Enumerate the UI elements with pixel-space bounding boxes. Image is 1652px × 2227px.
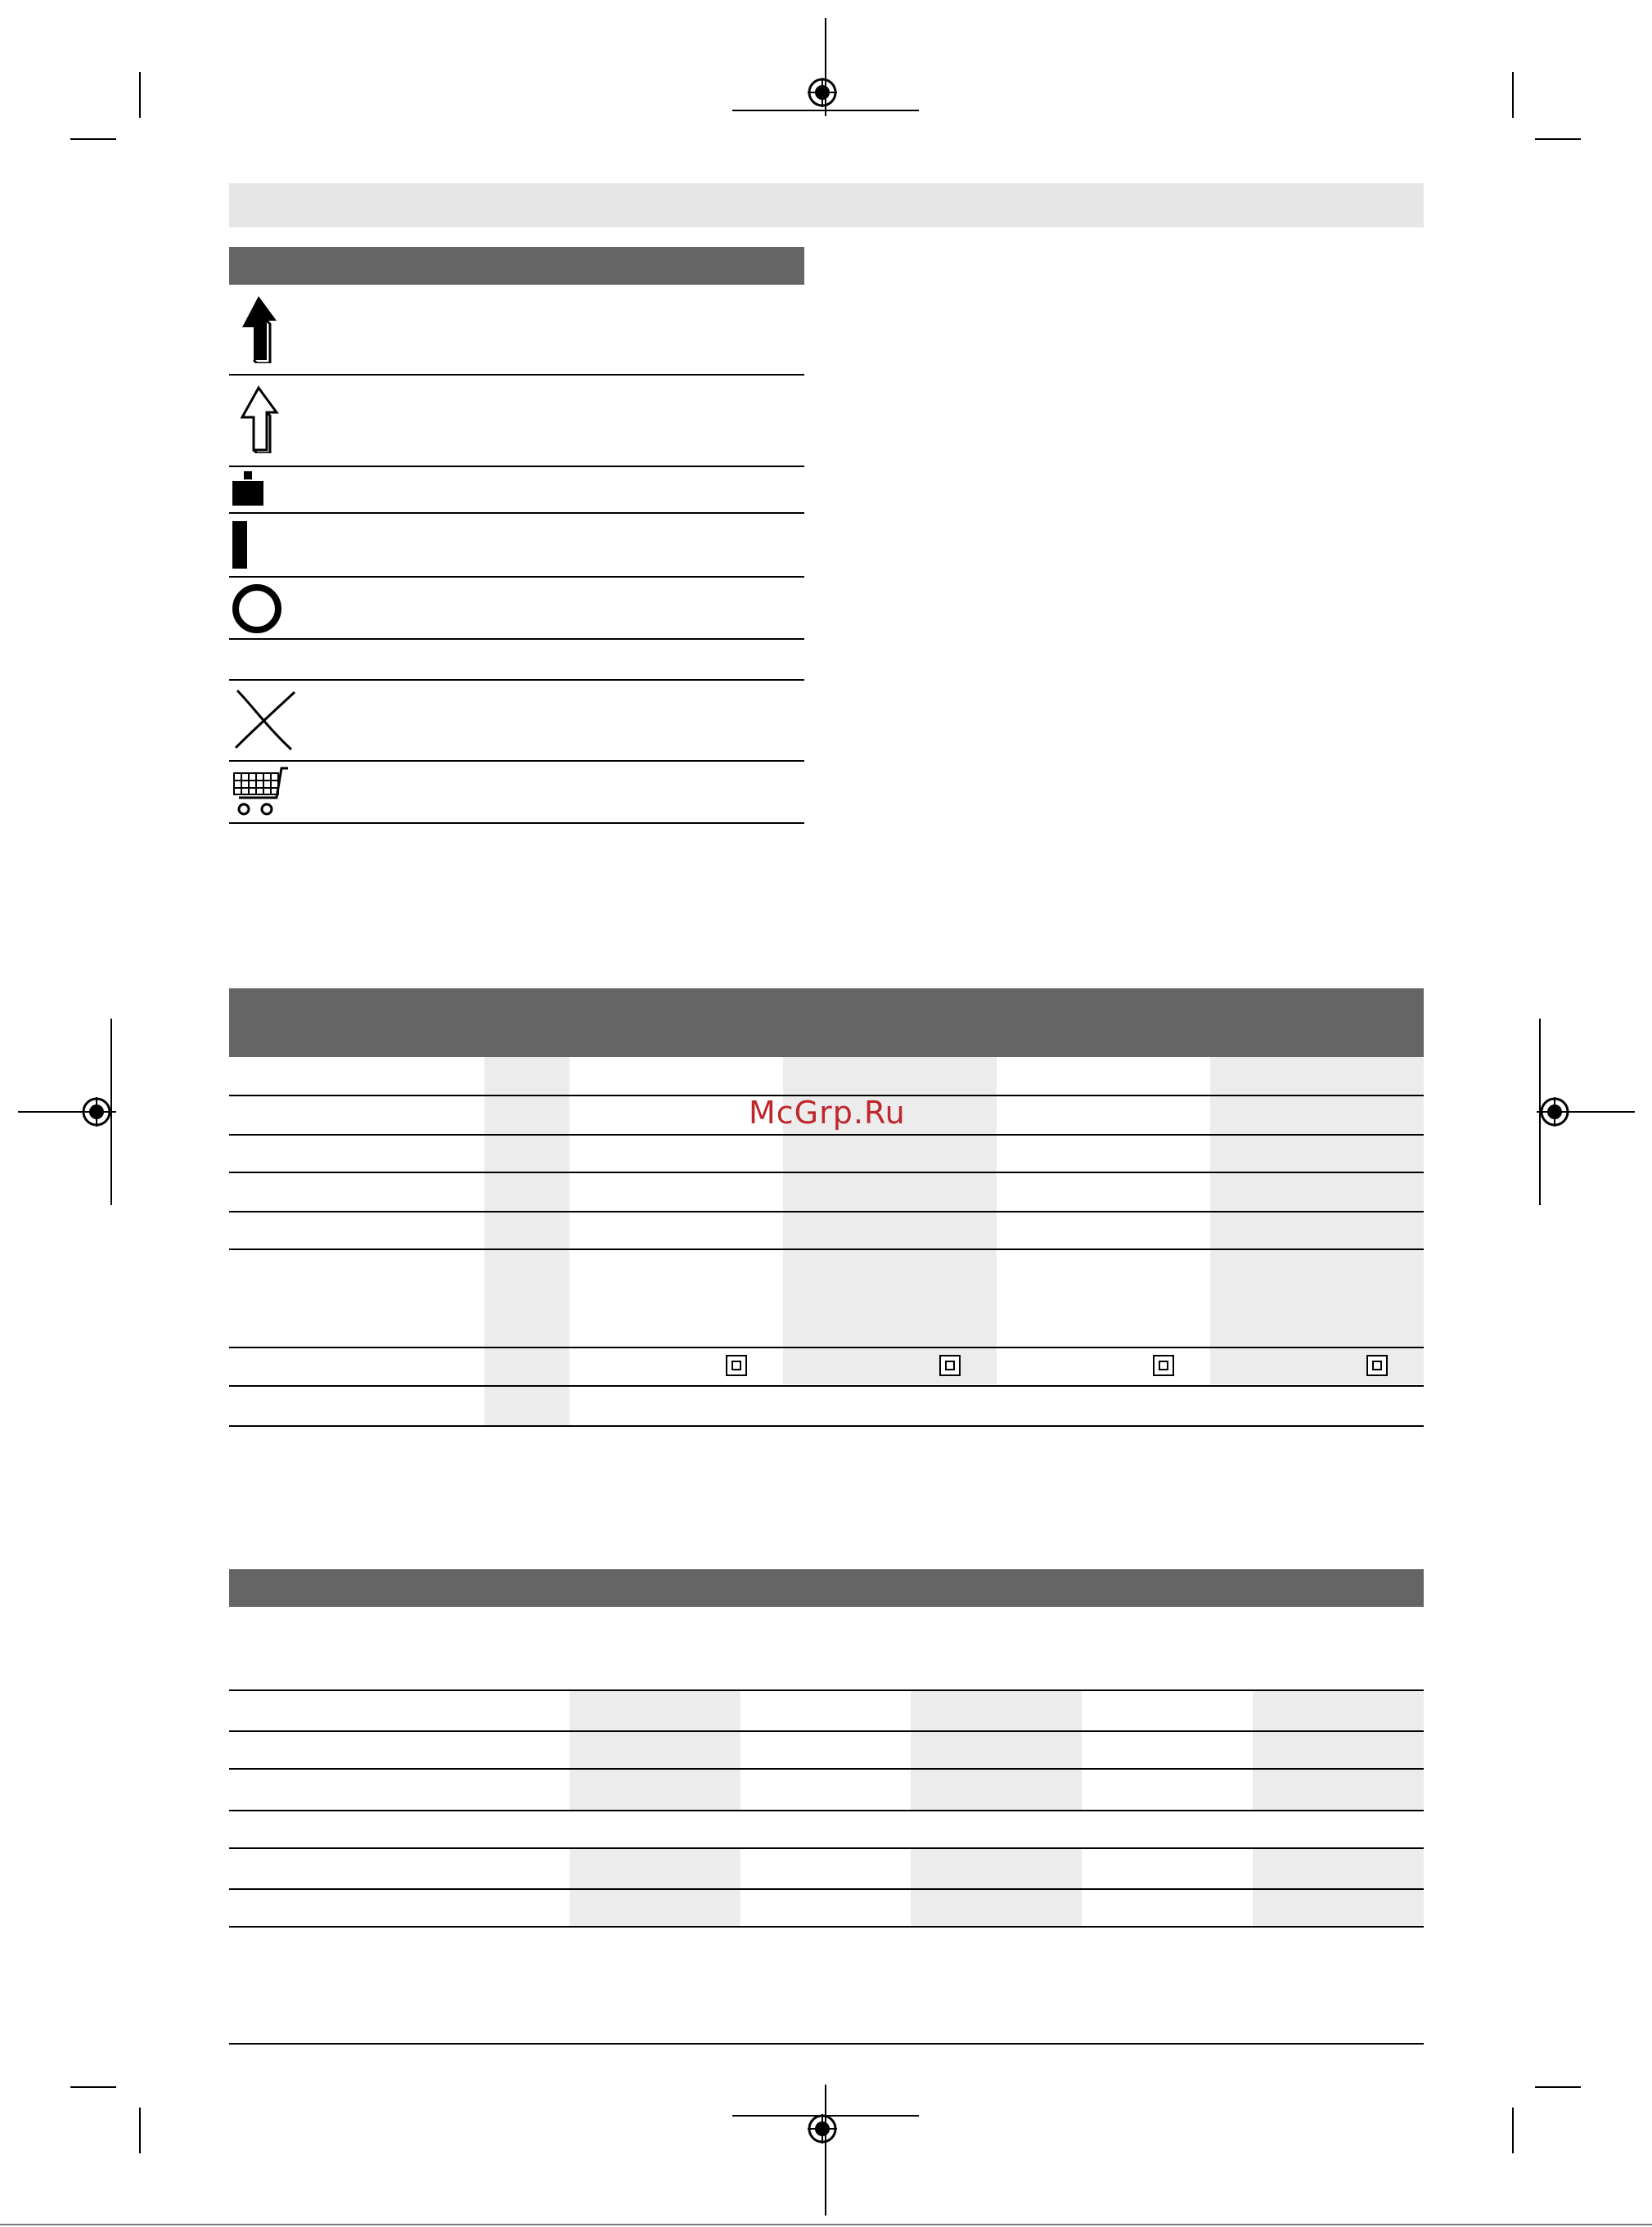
technical-data-header xyxy=(229,988,1424,1057)
power-on-icon xyxy=(232,521,247,569)
protection-class-icon xyxy=(1366,1355,1388,1376)
row-divider xyxy=(229,1847,1424,1849)
watermark-text: McGrp.Ru xyxy=(749,1095,906,1131)
protection-class-icon xyxy=(726,1355,747,1376)
row-divider xyxy=(229,374,804,376)
shaded-column xyxy=(484,1057,569,1425)
protection-class-icon xyxy=(939,1355,961,1376)
weight-icon xyxy=(232,471,263,507)
shaded-column xyxy=(911,1690,1082,1810)
row-divider xyxy=(229,679,804,681)
row-divider xyxy=(229,1689,1424,1691)
row-divider xyxy=(229,822,804,824)
row-divider xyxy=(229,1134,1424,1136)
shaded-column xyxy=(911,1848,1082,1927)
footer-rule xyxy=(229,2043,1424,2045)
row-divider xyxy=(229,1888,1424,1890)
shaded-column xyxy=(1210,1057,1424,1384)
row-divider xyxy=(229,1347,1424,1348)
registration-mark-bottom-icon xyxy=(808,2114,837,2144)
shopping-cart-icon xyxy=(231,767,290,817)
row-divider xyxy=(229,1385,1424,1387)
noise-table-header xyxy=(229,1569,1424,1607)
row-divider xyxy=(229,576,804,578)
row-divider xyxy=(229,1211,1424,1212)
row-divider xyxy=(229,1768,1424,1770)
arrow-up-outline-icon xyxy=(236,385,283,453)
registration-mark-top-icon xyxy=(808,78,837,107)
row-divider xyxy=(229,1248,1424,1250)
row-divider xyxy=(229,1810,1424,1811)
row-divider xyxy=(229,466,804,467)
row-divider xyxy=(229,638,804,640)
symbols-table-header xyxy=(229,247,804,285)
page-header-band xyxy=(229,183,1424,227)
row-divider xyxy=(229,1172,1424,1173)
shaded-column xyxy=(1253,1848,1424,1927)
shaded-column xyxy=(569,1690,740,1810)
shaded-column xyxy=(569,1848,740,1927)
registration-mark-left-icon xyxy=(82,1097,111,1127)
power-off-icon xyxy=(232,583,282,634)
registration-mark-right-icon xyxy=(1540,1097,1569,1127)
protection-class-icon xyxy=(1153,1355,1174,1376)
cross-icon xyxy=(234,687,298,751)
row-divider xyxy=(229,1425,1424,1427)
shaded-column xyxy=(1253,1690,1424,1810)
row-divider xyxy=(229,1926,1424,1928)
row-divider xyxy=(229,760,804,762)
row-divider xyxy=(229,1730,1424,1732)
row-divider xyxy=(229,512,804,514)
arrow-up-filled-icon xyxy=(236,295,283,363)
